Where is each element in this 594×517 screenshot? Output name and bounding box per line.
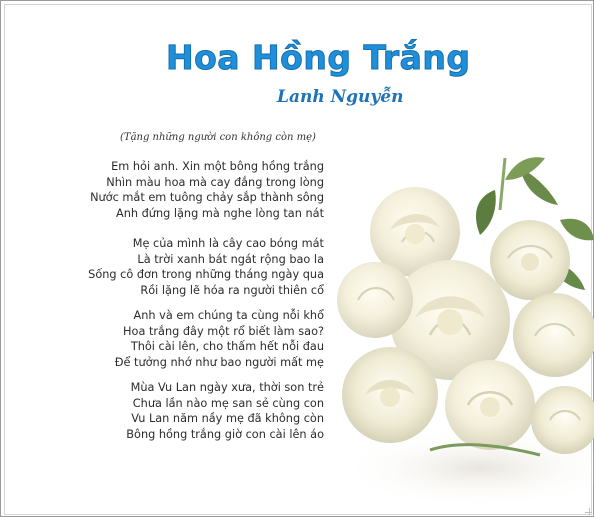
poem-line: Mùa Vu Lan ngày xưa, thời son trẻ: [130, 381, 324, 394]
poem-line: Vu Lan năm nầy mẹ đã không còn: [131, 412, 324, 425]
stanza-4: [20, 380, 324, 442]
poem-line: Mẹ của mình là cây cao bóng mát: [132, 237, 324, 250]
poem-line: Chưa lần nào mẹ san sẻ cùng con: [132, 396, 324, 410]
poem-title: Hoa Hồng Trắng: [166, 38, 471, 77]
poem-line: Anh và em chúng ta cùng nỗi khổ: [133, 309, 324, 322]
white-roses-image: [330, 150, 594, 515]
stanza-3: [20, 308, 324, 370]
poem-line: Để tưởng nhớ như bao người mất mẹ: [114, 355, 324, 369]
poem-line: Bông hồng trắng giờ con cài lên áo: [126, 427, 324, 441]
poem-author: Lanh Nguyễn: [277, 87, 404, 107]
poem-line: Nước mắt em tuông chảy sắp thành sông: [90, 191, 324, 204]
stanza-1: [20, 159, 324, 221]
poem-line: Em hỏi anh. Xin một bông hồng trắng: [111, 160, 324, 173]
poem-dedication: (Tặng những người con không còn mẹ): [120, 132, 316, 143]
poem-line: Hoa trắng đây một rổ biết làm sao?: [123, 324, 324, 338]
poem-line: Nhìn màu hoa mà cay đắng trong lòng: [106, 175, 324, 189]
poem-line: Rồi lặng lẽ hóa ra người thiên cổ: [140, 283, 324, 297]
poem-line: Anh đứng lặng mà nghe lòng tan nát: [115, 206, 324, 220]
poem-line: Là trời xanh bát ngát rộng bao la: [137, 252, 324, 266]
stanza-2: [20, 236, 324, 298]
poem-line: Thôi cài lên, cho thấm hết nỗi đau: [130, 340, 324, 353]
poem-line: Sống cô đơn trong những tháng ngày qua: [88, 268, 324, 281]
